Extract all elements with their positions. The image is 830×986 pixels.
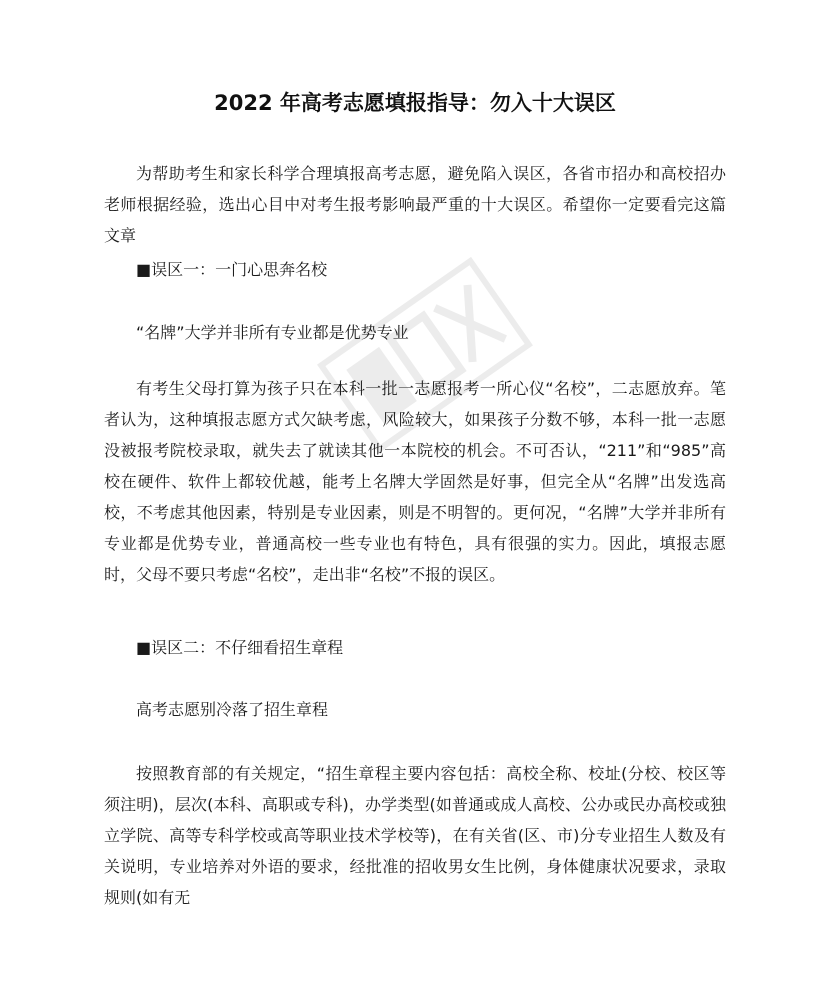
section-heading: ■误区二：不仔细看招生章程 (136, 638, 344, 657)
page-title: 2022 年高考志愿填报指导：勿入十大误区 (214, 91, 616, 115)
section-subheading: “名牌”大学并非所有专业都是优势专业 (136, 323, 409, 342)
intro-paragraph: 为帮助考生和家长科学合理填报高考志愿，避免陷入误区，各省市招办和高校招办老师根据经验，选出心目中对考生报考影响最严重的十大误区。希望你一定要看完这篇文章 (104, 164, 726, 245)
section-body: 有考生父母打算为孩子只在本科一批一志愿报考一所心仪“名校”，二志愿放弃。笔者认为，这种填报志愿方式欠缺考虑，风险较大，如果孩子分数不够，本科一批一志愿没被报考院校录取，就失去了就读其他一本院校的机会。不可否认，“211”和“985”高校在硬件、软件上都较优越，能考上名牌大学固然是好事，但完全从“名牌”出发选高校，不考虑其他因素，特别是专业因素，则是不明智的。更何况，“名牌”大学并非所有专业都是优势专业，普通高校一些专业也有特色，具有很强的实力。因此，填报志愿时，父母不要只考虑“名校”，走出非“名校”不报的误区。 (104, 379, 726, 584)
section-body: 按照教育部的有关规定，“招生章程主要内容包括：高校全称、校址(分校、校区等须注明)，层次(本科、高职或专科)，办学类型(如普通或成人高校、公办或民办高校或独立学院、高等专科学校或高等职业技术学校等)，在有关省(区、市)分专业招生人数及有关说明，专业培养对外语的要求，经批准的招收男女生比例，身体健康状况要求，录取规则(如有无 (104, 764, 726, 907)
section-heading: ■误区一：一门心思奔名校 (136, 260, 328, 279)
section-subheading: 高考志愿别冷落了招生章程 (136, 700, 329, 719)
